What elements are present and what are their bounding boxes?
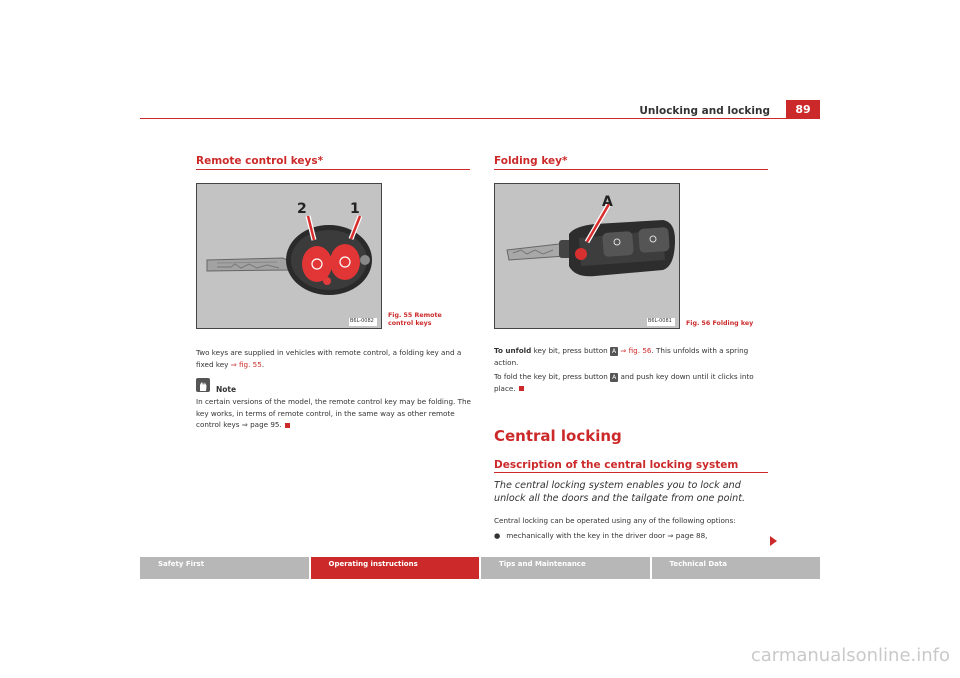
- figure-caption-55: Fig. 55 Remote control keys: [388, 312, 442, 327]
- folding-key-illustration: [495, 184, 679, 328]
- figure-remote-keys: [196, 183, 382, 329]
- tab-technical-data[interactable]: Technical Data: [650, 557, 821, 579]
- button-a-badge: A: [612, 374, 617, 381]
- text-span: key bit, press button: [531, 346, 610, 355]
- text-span: .: [261, 359, 265, 369]
- figure-label-1: 1: [350, 201, 360, 217]
- bullet-dot: ●: [494, 530, 501, 540]
- bold-lead: To unfold: [494, 346, 532, 355]
- options-intro: Central locking can be operated using any of the following options:: [494, 516, 736, 525]
- bullet-item: [494, 530, 768, 542]
- tab-operating-instructions[interactable]: Operating instructions: [309, 557, 480, 579]
- paragraph: [196, 347, 472, 370]
- note-body: In certain versions of the model, the remote control key may be folding. The key works, in terms of remote control, in the same way as other remote control keys ⇒ page 95.: [196, 397, 471, 429]
- chapter-title-central-locking: Central locking: [494, 427, 622, 445]
- folding-key-text: [494, 345, 764, 397]
- tab-safety-first[interactable]: Safety First: [140, 557, 309, 579]
- figure-label-2: 2: [297, 201, 307, 217]
- end-marker: [285, 423, 290, 428]
- fig-reference-link[interactable]: ⇒ fig. 56: [618, 346, 652, 355]
- footer-nav: [140, 557, 820, 579]
- section-title-remote-keys: Remote control keys*: [196, 155, 324, 167]
- figure-folding-key: [494, 183, 680, 329]
- section-rule: [494, 169, 768, 170]
- button-a-badge: A: [611, 348, 617, 355]
- tab-tips-maintenance[interactable]: Tips and Maintenance: [479, 557, 650, 579]
- section-rule: [494, 472, 768, 473]
- text-span: To fold the key bit, press button: [494, 372, 611, 381]
- note-hand-icon: [196, 378, 210, 392]
- page-number: 89: [786, 100, 820, 119]
- note-text: [196, 396, 472, 431]
- remote-keys-text: [196, 347, 472, 373]
- lead-paragraph: The central locking system enables you to lock and unlock all the doors and the tailgate from one point.: [494, 480, 746, 504]
- note-label: Note: [216, 385, 237, 394]
- text-span: and push key down until it clicks into place.: [494, 372, 754, 393]
- running-header-title: Unlocking and locking: [639, 105, 770, 117]
- section-title-description: Description of the central locking system: [494, 459, 739, 471]
- paragraph-unfold: [494, 345, 764, 368]
- figure-code: B6L-0081: [648, 318, 672, 324]
- figure-label-a: A: [602, 194, 613, 210]
- fig-reference-link[interactable]: ⇒ fig. 55: [230, 359, 262, 369]
- section-rule: [196, 169, 470, 170]
- central-locking-text: [494, 515, 768, 544]
- watermark: carmanualsonline.info: [750, 645, 950, 666]
- next-page-arrow-icon[interactable]: [770, 536, 777, 546]
- text-span: Two keys are supplied in vehicles with remote control, a folding key and a fixed key: [196, 348, 462, 369]
- section-title-folding-key: Folding key*: [494, 155, 568, 167]
- figure-code: B6L-0082: [350, 318, 374, 324]
- header-rule: [140, 118, 820, 119]
- end-marker: [519, 386, 524, 391]
- figure-caption-56: Fig. 56 Folding key: [686, 320, 754, 327]
- paragraph-fold: [494, 371, 764, 394]
- text-span: . This unfolds with a spring action.: [494, 346, 749, 367]
- bullet-text: mechanically with the key in the driver door ⇒ page 88,: [506, 530, 708, 540]
